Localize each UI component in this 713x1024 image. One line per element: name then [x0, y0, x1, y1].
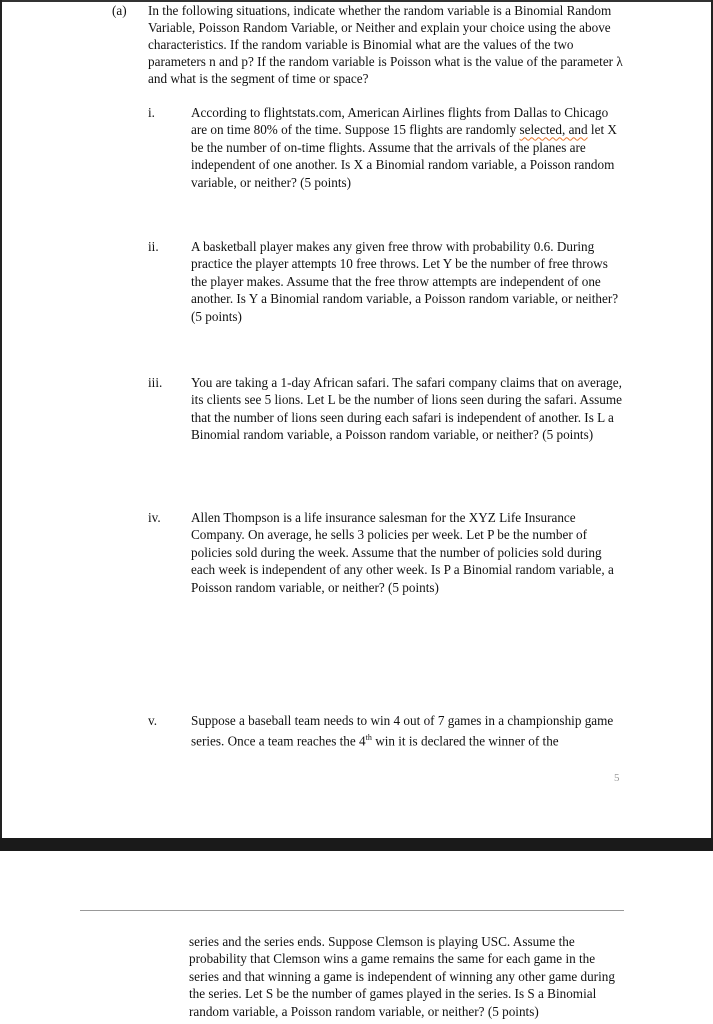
item-number: ii.: [148, 239, 159, 254]
ordinal-superscript: th: [365, 733, 372, 743]
item-text-part: According to flightstats.com, American Airlines flights from Dallas to Chicago are on time 80% of the time. Suppose 15 flights are randomly: [191, 105, 609, 138]
spellcheck-underline[interactable]: selected, and: [519, 122, 588, 138]
item-number: iii.: [148, 375, 163, 390]
item-text: [191, 712, 625, 750]
header-rule: [80, 910, 624, 911]
item-text: [191, 104, 625, 191]
item-text-part: let X be the number of on-time flights. Assume that the arrivals of the planes are independent of one another. Is X a Binomial random variable, a Poisson random variable, or neither? (5 points): [191, 122, 617, 190]
item-number: v.: [148, 713, 158, 728]
item-number: i.: [148, 105, 155, 120]
item-text: You are taking a 1-day African safari. The safari company claims that on average, its clients see 5 lions. Let L be the number of lions seen during the safari. Assume that the number of lions seen during each safari is independent of another. Is L a Binomial random variable, a Poisson random variable, or neither? (5 points): [191, 375, 622, 443]
page-separator: [0, 838, 713, 851]
item-number: iv.: [148, 510, 161, 525]
item-v-continuation: series and the series ends. Suppose Clemson is playing USC. Assume the probability that Clemson wins a game remains the same for each game in the series and that winning a game is independent of winning any other game during the series. Let S be the number of games played in the series. Is S a Binomial random variable, a Poisson random variable, or neither? (5 points): [189, 934, 615, 1019]
item-text: A basketball player makes any given free throw with probability 0.6. During practice the player attempts 10 free throws. Let Y be the number of free throws the player makes. Assume that the free throw attempts are independent of one another. Is Y a Binomial random variable, a Poisson random variable, or neither? (5 points): [191, 239, 619, 324]
question-a-text: In the following situations, indicate whether the random variable is a Binomial Random Variable, Poisson Random Variable, or Neither and explain your choice using the above characteristics. If the random variable is Binomial what are the values of the two parameters n and p? If the random variable is Poisson what is the value of the parameter λ and what is the segment of time or space?: [148, 3, 623, 86]
item-text-part: win it is declared the winner of the: [371, 733, 559, 749]
item-text-part: Suppose a baseball team needs to win 4 out of 7 games in a championship game series. Once a team reaches the 4: [191, 713, 614, 749]
page-number: 5: [614, 772, 620, 784]
item-text: Allen Thompson is a life insurance salesman for the XYZ Life Insurance Company. On average, he sells 3 policies per week. Let P be the number of policies sold during the week. Assume that the number of policies sold during each week is independent of any other week. Is P a Binomial random variable, a Poisson random variable, or neither? (5 points): [191, 510, 614, 595]
question-label: (a): [112, 3, 127, 18]
page-6: [0, 851, 713, 1024]
